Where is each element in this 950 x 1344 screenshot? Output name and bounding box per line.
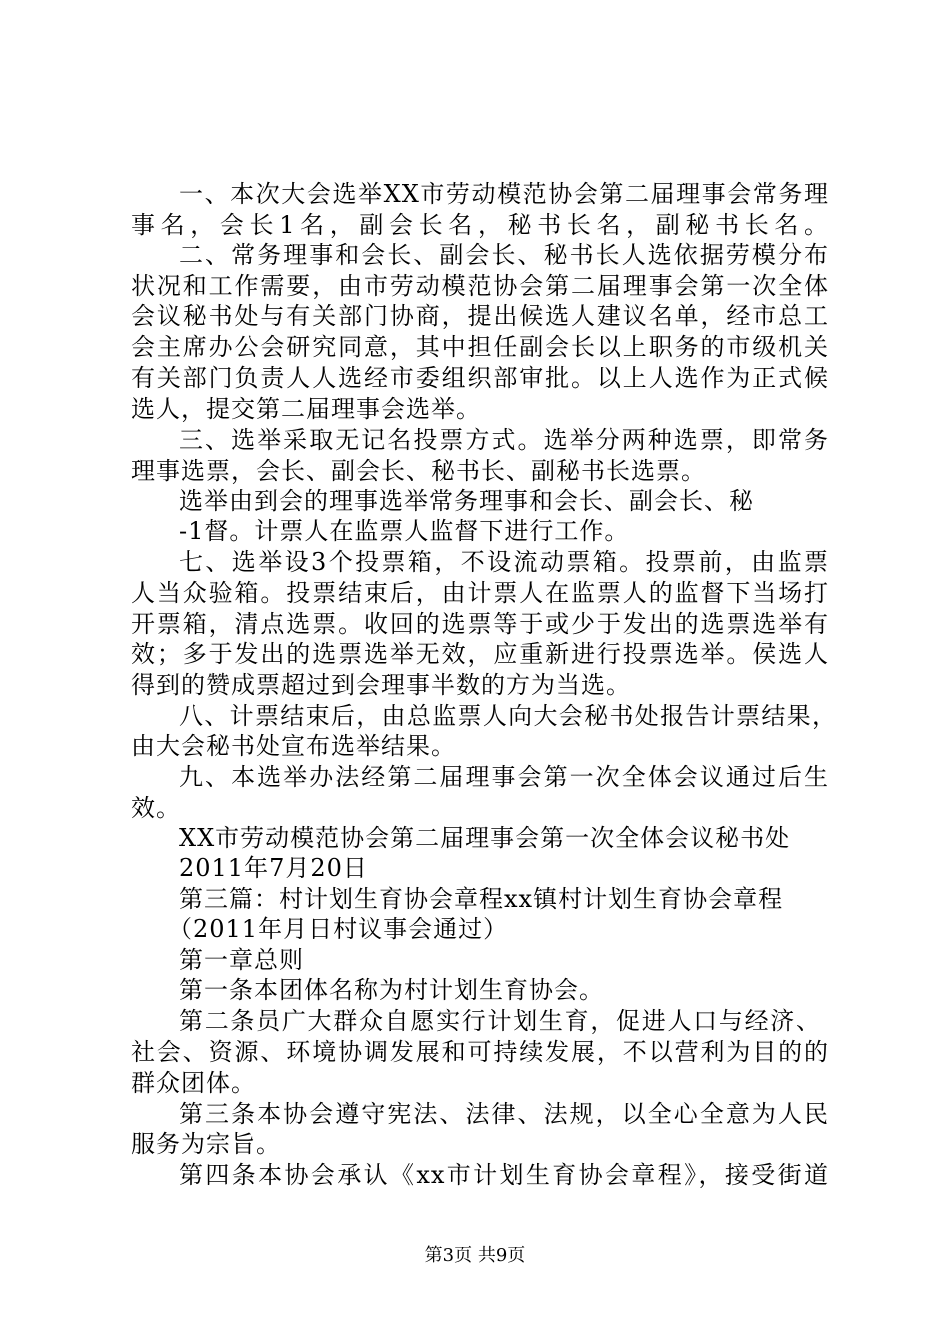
text-line: 第二条员广大群众自愿实行计划生育，促进人口与经济、: [179, 1007, 821, 1035]
text-line: XX市劳动模范协会第二届理事会第一次全体会议秘书处: [179, 824, 791, 852]
text-line: 七、选举设3个投票箱，不设流动票箱。投票前，由监票: [179, 548, 829, 576]
text-line: （2011年月日村议事会通过）: [168, 915, 509, 943]
text-line: 选举由到会的理事选举常务理事和会长、副会长、秘: [179, 487, 754, 515]
text-line: 服务为宗旨。: [131, 1130, 281, 1158]
text-line: 效。: [131, 794, 181, 822]
text-line: 理事选票，会长、副会长、秘书长、副秘书长选票。: [131, 457, 706, 485]
text-line: 第一条本团体名称为村计划生育协会。: [179, 976, 604, 1004]
text-line: 群众团体。: [131, 1069, 256, 1097]
text-line: 由大会秘书处宣布选举结果。: [131, 732, 456, 760]
text-line: 第三篇：村计划生育协会章程xx镇村计划生育协会章程: [179, 885, 784, 913]
text-line: 选人，提交第二届理事会选举。: [131, 395, 481, 423]
text-line: -1督。计票人在监票人监督下进行工作。: [179, 517, 630, 545]
text-line: 得到的赞成票超过到会理事半数的方为当选。: [131, 671, 631, 699]
text-line: 一、本次大会选举XX市劳动模范协会第二届理事会常务理: [179, 180, 829, 208]
text-line: 第三条本协会遵守宪法、法律、法规，以全心全意为人民: [179, 1100, 829, 1128]
text-line: 第一章总则: [179, 946, 304, 974]
text-line: 九、本选举办法经第二届理事会第一次全体会议通过后生: [179, 763, 829, 791]
text-line: 事名，会长1名，副会长名，秘书长名，副秘书长名。: [131, 211, 829, 239]
text-line: 三、选举采取无记名投票方式。选举分两种选票，即常务: [179, 426, 829, 454]
text-line: 会主席办公会研究同意，其中担任副会长以上职务的市级机关: [131, 333, 829, 361]
text-line: 二、常务理事和会长、副会长、秘书长人选依据劳模分布: [179, 241, 829, 269]
text-line: 八、计票结束后，由总监票人向大会秘书处报告计票结果，: [179, 702, 837, 730]
text-line: 第四条本协会承认《xx市计划生育协会章程》，接受街道: [179, 1161, 829, 1189]
text-line: 有关部门负责人人选经市委组织部审批。以上人选作为正式候: [131, 364, 829, 392]
page-number-footer: 第3页 共9页: [424, 1245, 526, 1266]
text-line: 效；多于发出的选票选举无效，应重新进行投票选举。侯选人: [131, 640, 829, 668]
text-line: 开票箱，清点选票。收回的选票等于或少于发出的选票选举有: [131, 610, 829, 638]
text-line: 2011年7月20日: [179, 854, 368, 882]
text-line: 社会、资源、环境协调发展和可持续发展，不以营利为目的的: [131, 1038, 829, 1066]
text-line: 会议秘书处与有关部门协商，提出候选人建议名单，经市总工: [131, 302, 829, 330]
text-line: 人当众验箱。投票结束后，由计票人在监票人的监督下当场打: [131, 579, 829, 607]
text-line: 状况和工作需要，由市劳动模范协会第二届理事会第一次全体: [131, 272, 829, 300]
